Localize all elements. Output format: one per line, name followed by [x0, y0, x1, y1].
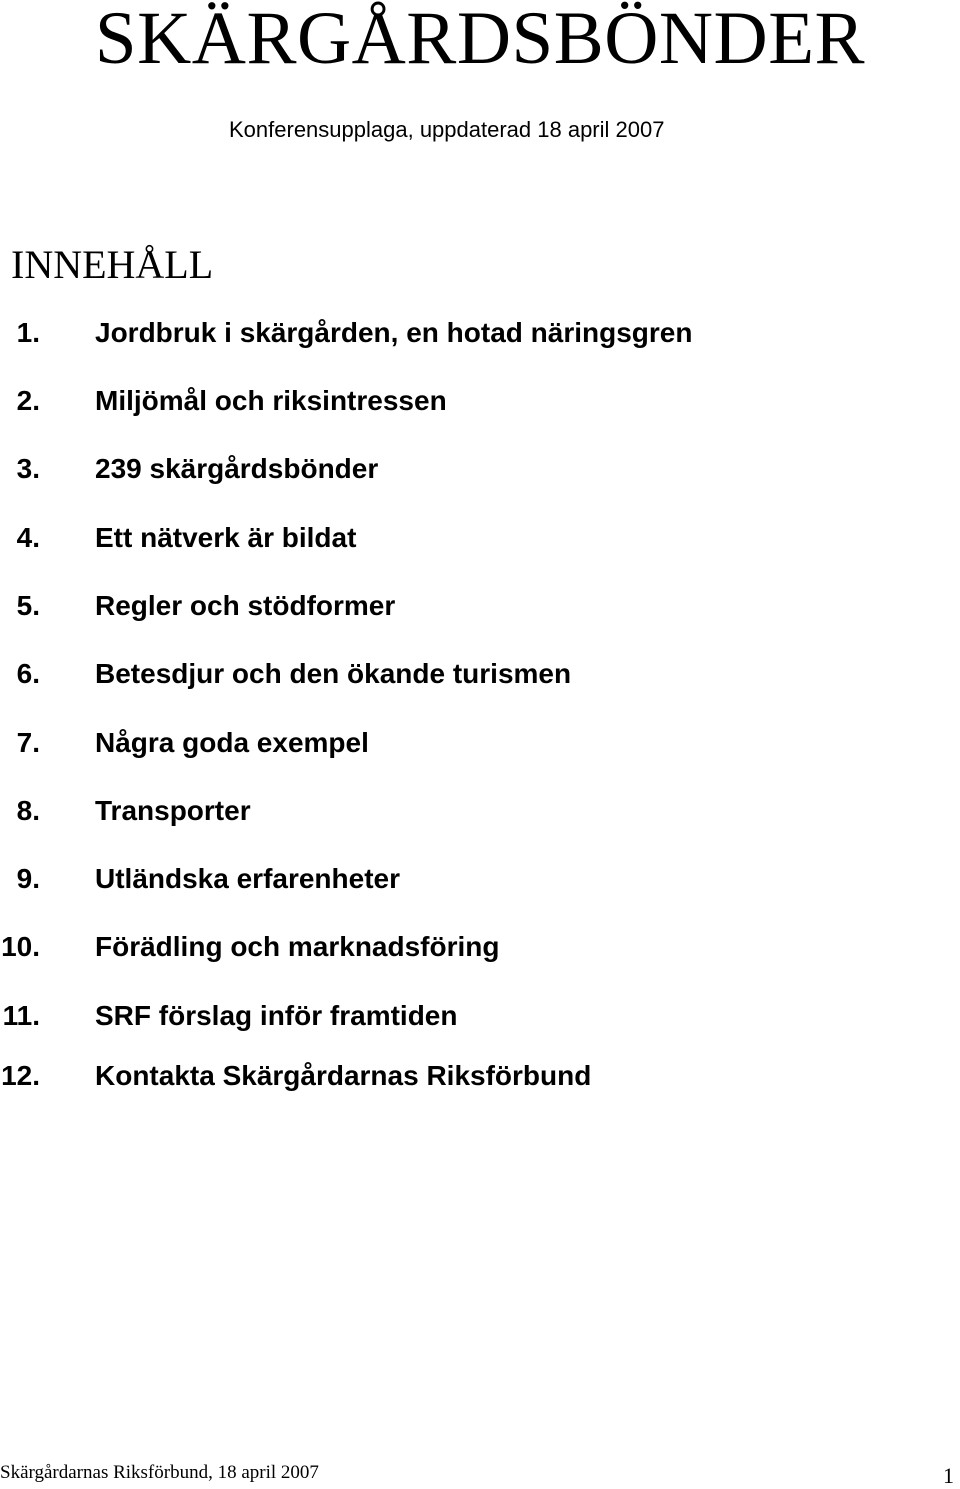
toc-item-number: 8.: [16, 795, 40, 826]
toc-item-label: Kontakta Skärgårdarnas Riksförbund: [95, 1060, 592, 1091]
toc-item-number: 11.: [2, 1000, 40, 1031]
toc-item-number: 12.: [1, 1060, 40, 1091]
toc-item-label: Några goda exempel: [95, 727, 369, 758]
toc-item-label: Transporter: [95, 795, 251, 826]
toc-item-label: Miljömål och riksintressen: [95, 385, 447, 416]
document-title: SKÄRGÅRDSBÖNDER: [94, 0, 866, 80]
toc-item-label: Ett nätverk är bildat: [95, 522, 357, 553]
toc-item-number: 7.: [16, 727, 40, 758]
toc-item-label: Betesdjur och den ökande turismen: [95, 658, 572, 689]
toc-item-label: Utländska erfarenheter: [95, 863, 401, 894]
toc-item-number: 1.: [16, 317, 40, 348]
toc-item-number: 10.: [1, 931, 40, 962]
toc-item-number: 2.: [16, 385, 40, 416]
toc-item-number: 9.: [16, 863, 40, 894]
document-subtitle: Konferensupplaga, uppdaterad 18 april 2007: [229, 117, 665, 142]
toc-item-label: SRF förslag inför framtiden: [95, 1000, 458, 1031]
footer-text: Skärgårdarnas Riksförbund, 18 april 2007: [0, 1462, 319, 1483]
toc-item-number: 3.: [16, 453, 40, 484]
page-number: 1: [943, 1463, 954, 1488]
toc-item-number: 5.: [16, 590, 40, 621]
toc-item-label: 239 skärgårdsbönder: [95, 453, 379, 484]
toc-heading: INNEHÅLL: [11, 242, 214, 287]
toc-item-label: Förädling och marknadsföring: [95, 931, 500, 962]
toc-item-label: Jordbruk i skärgården, en hotad näringsgren: [95, 317, 693, 348]
footer-divider: [0, 1454, 960, 1455]
toc-item-number: 6.: [16, 658, 40, 689]
toc-item-number: 4.: [16, 522, 40, 553]
toc-item-label: Regler och stödformer: [95, 590, 396, 621]
